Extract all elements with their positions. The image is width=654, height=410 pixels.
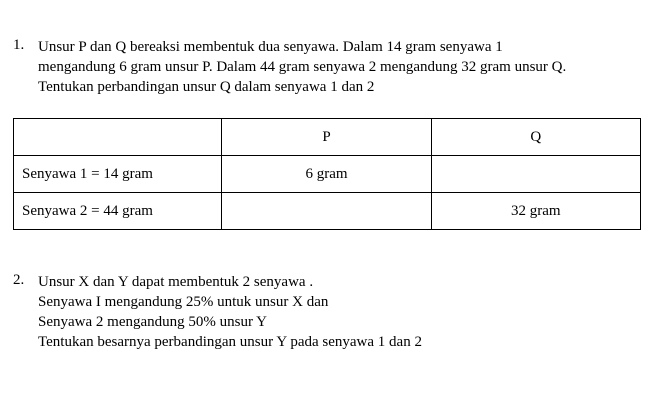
table-row: [14, 193, 641, 230]
question-1-number: 1.: [13, 37, 25, 53]
question-1-line-2: mengandung 6 gram unsur P. Dalam 44 gram senyawa 2 mengandung 32 gram unsur Q.: [38, 59, 567, 75]
question-1-line-1: Unsur P dan Q bereaksi membentuk dua senyawa. Dalam 14 gram senyawa 1: [38, 39, 503, 55]
row-1-p: 6 gram: [222, 156, 431, 193]
header-p: P: [222, 119, 431, 156]
row-1-q: [431, 156, 640, 193]
question-2-line-2: Senyawa I mengandung 25% untuk unsur X dan: [38, 294, 329, 310]
row-2-q: 32 gram: [431, 193, 640, 230]
question-1-line-3: Tentukan perbandingan unsur Q dalam senyawa 1 dan 2: [38, 79, 375, 95]
question-2-line-3: Senyawa 2 mengandung 50% unsur Y: [38, 314, 267, 330]
header-q: Q: [431, 119, 640, 156]
table-header-row: [14, 119, 641, 156]
row-2-p: [222, 193, 431, 230]
question-2-line-1: Unsur X dan Y dapat membentuk 2 senyawa .: [38, 274, 314, 290]
question-2-line-4: Tentukan besarnya perbandingan unsur Y pada senyawa 1 dan 2: [38, 334, 422, 350]
row-1-label: Senyawa 1 = 14 gram: [14, 156, 222, 193]
row-2-label: Senyawa 2 = 44 gram: [14, 193, 222, 230]
header-empty: [14, 119, 222, 156]
table-row: [14, 156, 641, 193]
data-table: [13, 118, 641, 230]
question-2-number: 2.: [13, 272, 25, 288]
